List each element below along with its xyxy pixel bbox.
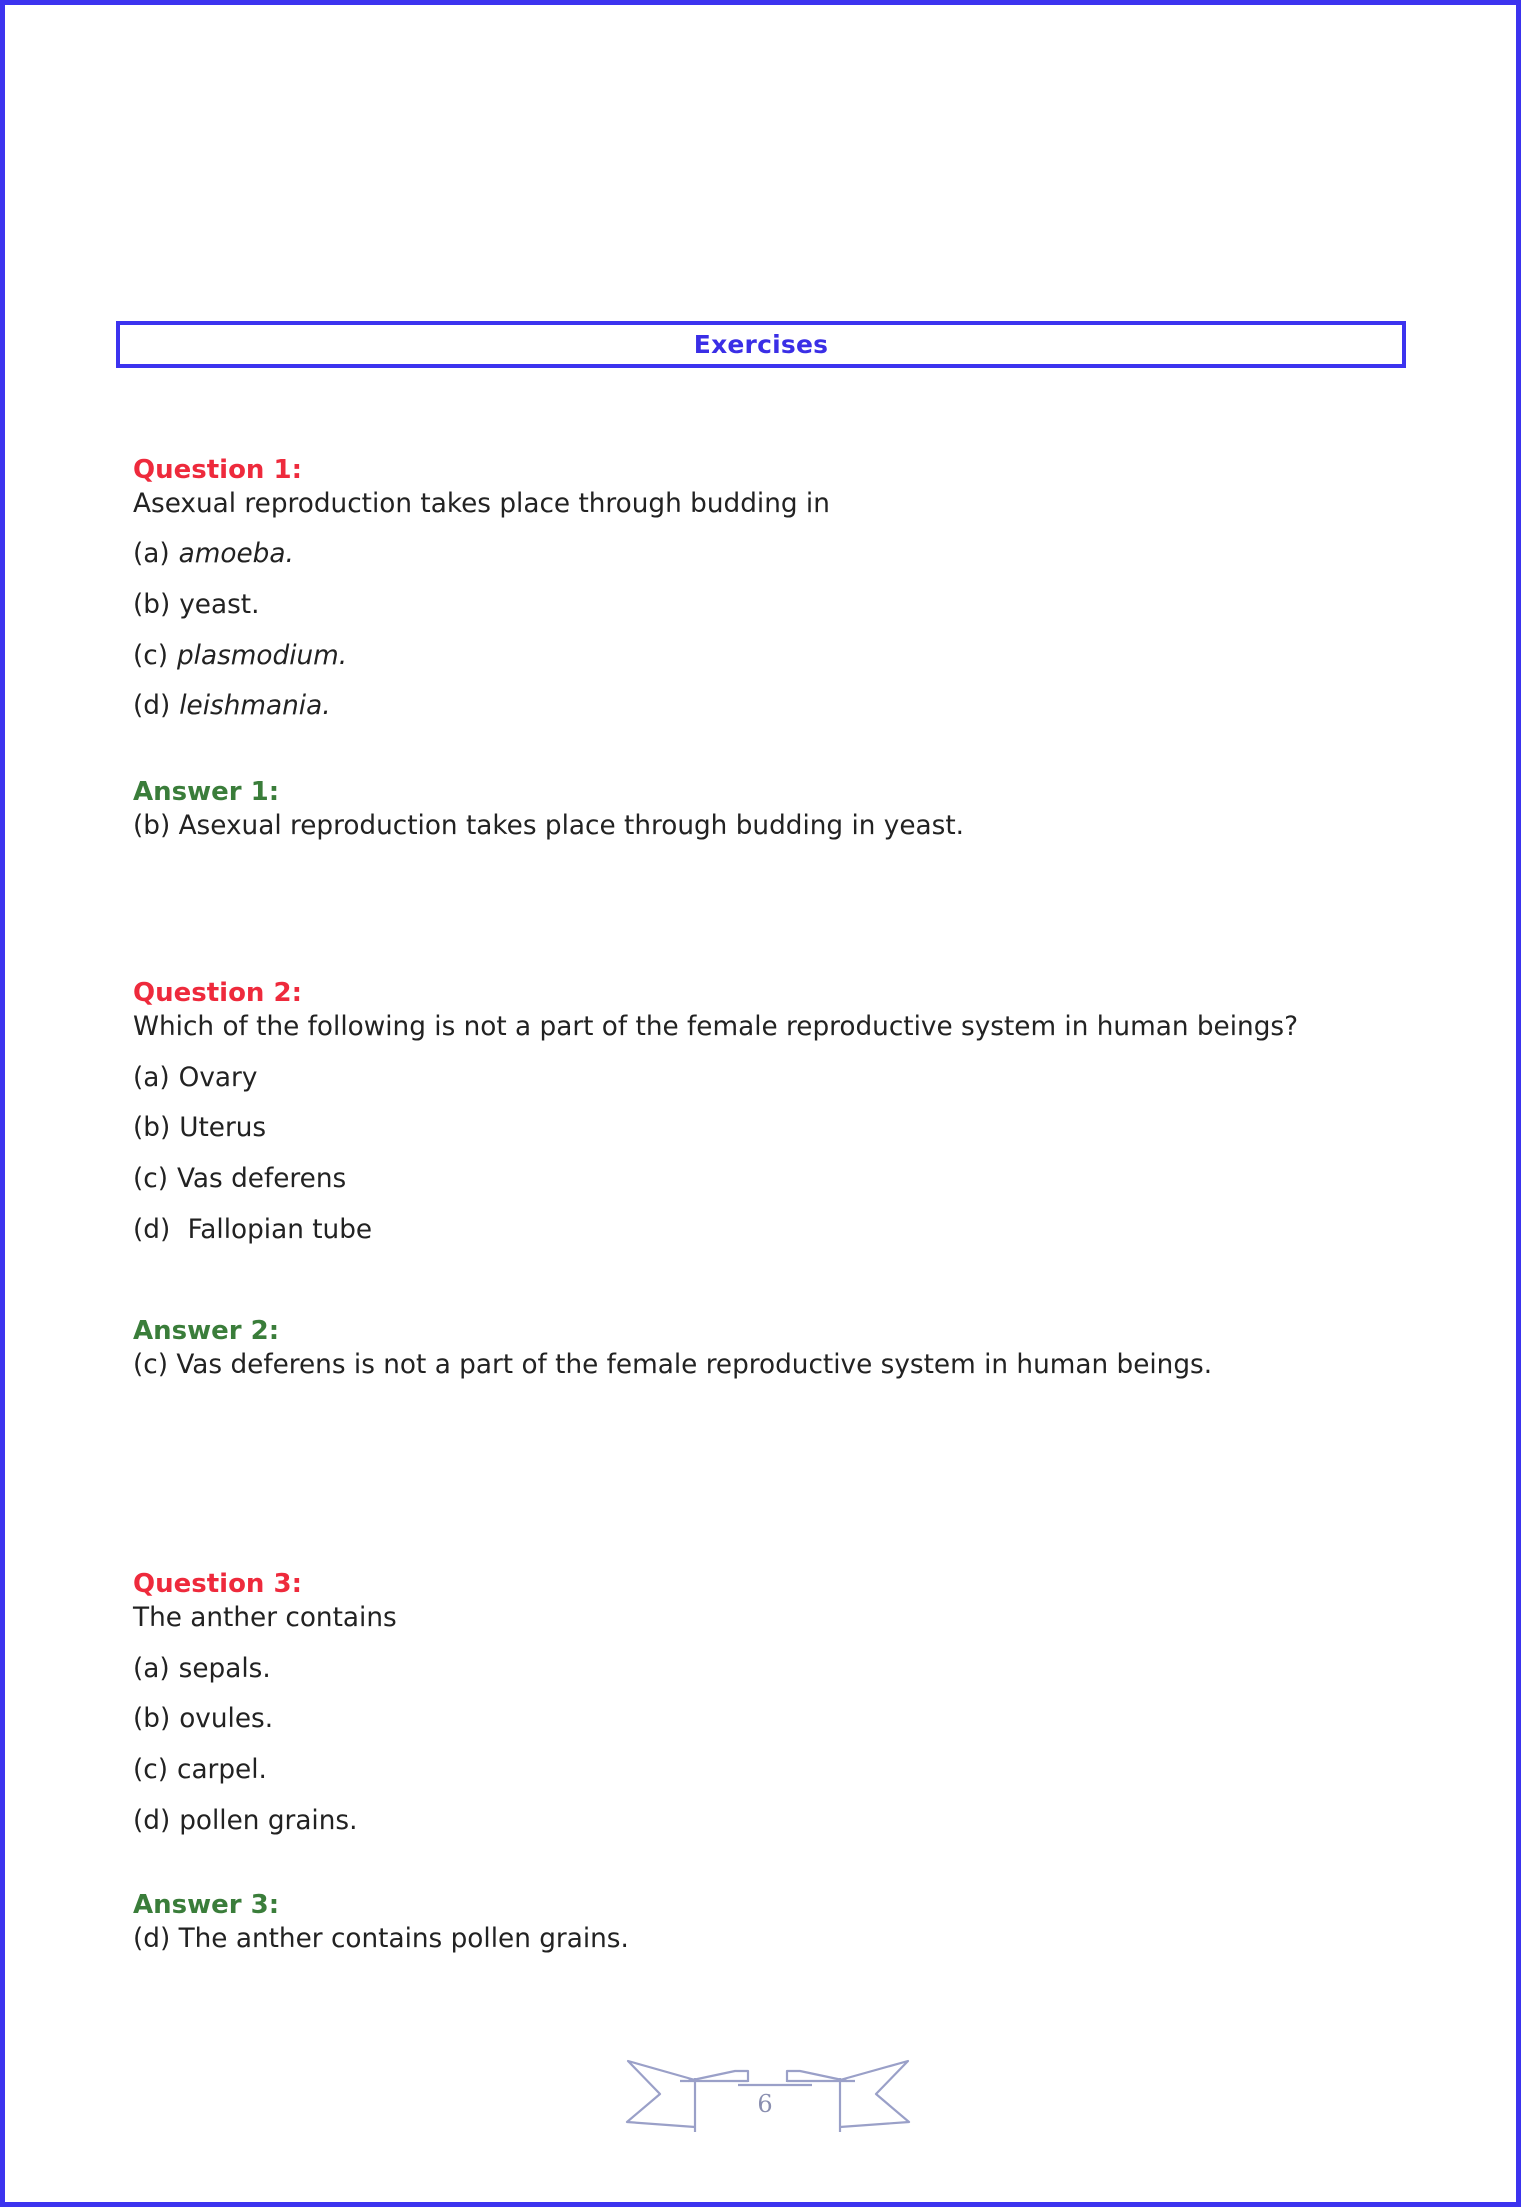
option-a bbox=[133, 537, 294, 571]
option-text: sepals. bbox=[178, 1654, 271, 1684]
question-heading: Question 2: bbox=[133, 978, 302, 1008]
option-label: (b) bbox=[133, 1704, 171, 1734]
question-text: Which of the following is not a part of the female reproductive system in human beings? bbox=[133, 1012, 1299, 1042]
option-label: (b) bbox=[133, 1113, 171, 1143]
option-text: Vas deferens bbox=[176, 1164, 347, 1194]
question-3 bbox=[133, 1567, 397, 1836]
option-text: Ovary bbox=[178, 1063, 258, 1093]
answer-heading: Answer 1: bbox=[133, 777, 280, 807]
question-text: Asexual reproduction takes place through budding in bbox=[133, 489, 830, 519]
option-label: (a) bbox=[133, 539, 170, 569]
option-text: amoeba. bbox=[178, 539, 294, 569]
answer-1 bbox=[133, 775, 964, 843]
option-label: (d) bbox=[133, 1806, 171, 1836]
option-a bbox=[133, 1061, 257, 1095]
answer-heading: Answer 3: bbox=[133, 1890, 280, 1920]
option-text: leishmania. bbox=[179, 691, 331, 721]
option-label: (c) bbox=[133, 641, 168, 671]
option-b bbox=[133, 588, 259, 622]
option-c bbox=[133, 639, 347, 673]
answer-2 bbox=[133, 1314, 1212, 1382]
question-text: The anther contains bbox=[133, 1603, 397, 1633]
option-text: yeast. bbox=[179, 590, 260, 620]
question-heading: Question 1: bbox=[133, 455, 302, 485]
option-b bbox=[133, 1111, 266, 1145]
option-b bbox=[133, 1702, 273, 1736]
answer-text: (c) Vas deferens is not a part of the female reproductive system in human beings. bbox=[133, 1350, 1213, 1380]
question-heading: Question 3: bbox=[133, 1569, 302, 1599]
option-text: ovules. bbox=[179, 1704, 274, 1734]
option-label: (d) bbox=[133, 1215, 171, 1245]
option-text: carpel. bbox=[176, 1755, 267, 1785]
option-text: Fallopian tube bbox=[179, 1215, 373, 1245]
question-2 bbox=[133, 976, 1299, 1245]
section-title: Exercises bbox=[693, 330, 829, 359]
option-text: pollen grains. bbox=[179, 1806, 358, 1836]
section-title-box bbox=[116, 321, 1406, 368]
option-label: (a) bbox=[133, 1063, 170, 1093]
answer-heading: Answer 2: bbox=[133, 1316, 280, 1346]
option-d bbox=[133, 689, 331, 723]
option-c bbox=[133, 1162, 346, 1196]
answer-text: (b) Asexual reproduction takes place through budding in yeast. bbox=[133, 811, 965, 841]
answer-text: (d) The anther contains pollen grains. bbox=[133, 1924, 629, 1954]
page-number: 6 bbox=[757, 2090, 773, 2118]
option-d bbox=[133, 1213, 372, 1247]
option-label: (d) bbox=[133, 691, 171, 721]
option-d bbox=[133, 1804, 357, 1838]
option-a bbox=[133, 1652, 271, 1686]
option-label: (c) bbox=[133, 1164, 168, 1194]
answer-3 bbox=[133, 1888, 629, 1956]
question-1 bbox=[133, 453, 830, 721]
option-c bbox=[133, 1753, 267, 1787]
option-text: plasmodium. bbox=[176, 641, 348, 671]
option-label: (a) bbox=[133, 1654, 170, 1684]
option-label: (b) bbox=[133, 590, 171, 620]
option-text: Uterus bbox=[179, 1113, 267, 1143]
option-label: (c) bbox=[133, 1755, 168, 1785]
